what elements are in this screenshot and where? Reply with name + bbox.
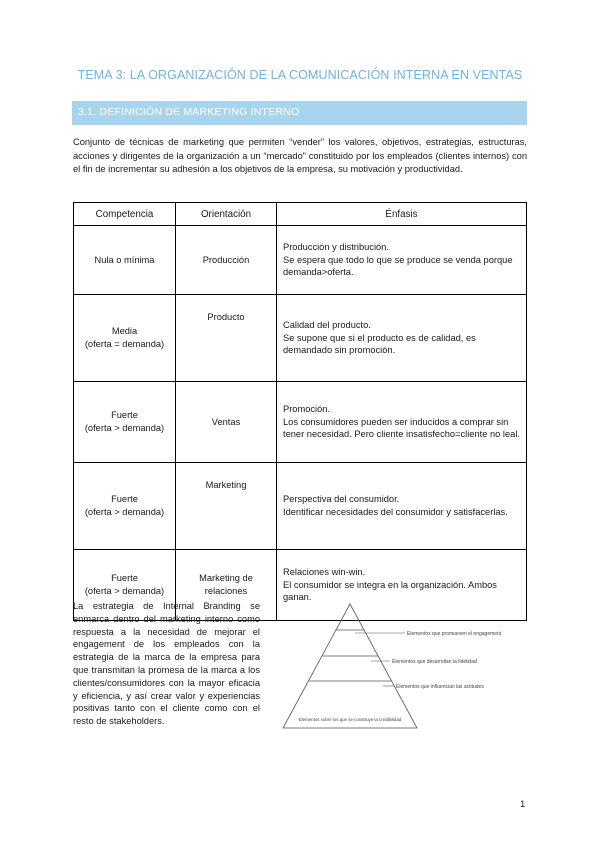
cell-line: Producción: [202, 254, 250, 265]
cell-line: Producción y distribución.: [283, 241, 389, 252]
cell-line: El consumidor se integra en la organización. Ambos ganan.: [283, 579, 497, 603]
cell-line: Perspectiva del consumidor.: [283, 494, 400, 505]
cell-line: Relaciones win-win.: [283, 566, 366, 577]
cell-line: Marketing de relaciones: [199, 573, 253, 596]
cell-enfasis: [277, 382, 527, 463]
table-row: [74, 463, 527, 550]
table-row: [74, 382, 527, 463]
header-enfasis: Énfasis: [277, 203, 527, 226]
cell-line: Identificar necesidades del consumidor y satisfacerlas.: [283, 507, 508, 517]
cell-competencia: [74, 382, 176, 463]
cell-line: Se espera que todo lo que se produce se venda porque demanda>oferta.: [283, 254, 513, 278]
page-title: TEMA 3: LA ORGANIZACIÓN DE LA COMUNICACIÓN INTERNA EN VENTAS: [77, 68, 523, 82]
cell-line: Fuerte: [111, 494, 138, 505]
cell-line: Fuerte: [111, 573, 138, 584]
cell-line: (oferta > demanda): [84, 423, 165, 433]
pyramid-diagram: [275, 600, 527, 732]
cell-competencia: [74, 295, 176, 382]
pyramid-label: Elementos que influencian las actitudes: [396, 684, 484, 690]
cell-orientacion: [176, 382, 277, 463]
cell-line: Los consumidores pueden ser inducidos a comprar sin tener necesidad. Pero cliente insatisfecho=cliente no leal.: [283, 416, 520, 440]
pyramid-base-label: Elementos sobre los que se construye la credibilidad: [298, 717, 402, 722]
intro-paragraph: Conjunto de técnicas de marketing que permiten “vender” los valores, objetivos, estrategias, estructuras, acciones y dirigentes de la organización a un “mercado” constituido por los empleados (clientes internos) con el fin de incrementar su adhesión a los objetivos de la empresa, su motivación y productividad.: [73, 137, 527, 175]
cell-competencia: [74, 226, 176, 295]
header-competencia: Competencia: [74, 203, 176, 226]
cell-line: Promoción.: [283, 403, 331, 414]
table-row: [74, 226, 527, 295]
cell-enfasis: [277, 463, 527, 550]
table-header-row: [74, 203, 527, 226]
page-number: 1: [520, 799, 526, 810]
cell-orientacion: [176, 463, 277, 550]
cell-line: Se supone que si el producto es de calidad, es demandado sin promoción.: [283, 332, 476, 356]
pyramid-label: Elementos que promueven el engagement: [407, 631, 502, 637]
pyramid-outline: [283, 604, 417, 728]
cell-line: Fuerte: [111, 410, 138, 421]
cell-competencia: [74, 463, 176, 550]
orientation-table: [73, 202, 527, 621]
cell-line: Calidad del producto.: [283, 319, 371, 330]
cell-line: (oferta > demanda): [84, 586, 165, 596]
cell-line: (oferta = demanda): [84, 339, 165, 349]
cell-line: Nula o mínima: [94, 254, 155, 265]
cell-line: (oferta > demanda): [84, 507, 165, 517]
cell-line: Ventas: [211, 416, 241, 427]
pyramid-label: Elementos que desarrollan la fidelidad: [392, 659, 477, 665]
cell-enfasis: [277, 226, 527, 295]
cell-orientacion: [176, 295, 277, 382]
section-header: [72, 101, 527, 125]
cell-line: Marketing: [205, 480, 247, 490]
cell-line: Producto: [207, 312, 245, 322]
table-row: [74, 295, 527, 382]
cell-enfasis: [277, 295, 527, 382]
cell-line: Media: [111, 326, 138, 337]
header-orientacion: Orientación: [176, 203, 277, 226]
section-title: 3.1. DEFINICIÓN DE MARKETING INTERNO: [78, 106, 300, 118]
internal-branding-paragraph: La estrategia de Internal Branding se enmarca dentro del marketing interno como respuesta a la necesidad de mejorar el engagement de los empleados con la estrategia de la marca de la empresa para que transmitan la promesa de la marca a los clientes/consumidores con la mayor eficacia y eficiencia, y así crear valor y experiencias positivas tanto con el cliente como con el resto de stakeholders.: [73, 601, 260, 727]
cell-orientacion: [176, 226, 277, 295]
